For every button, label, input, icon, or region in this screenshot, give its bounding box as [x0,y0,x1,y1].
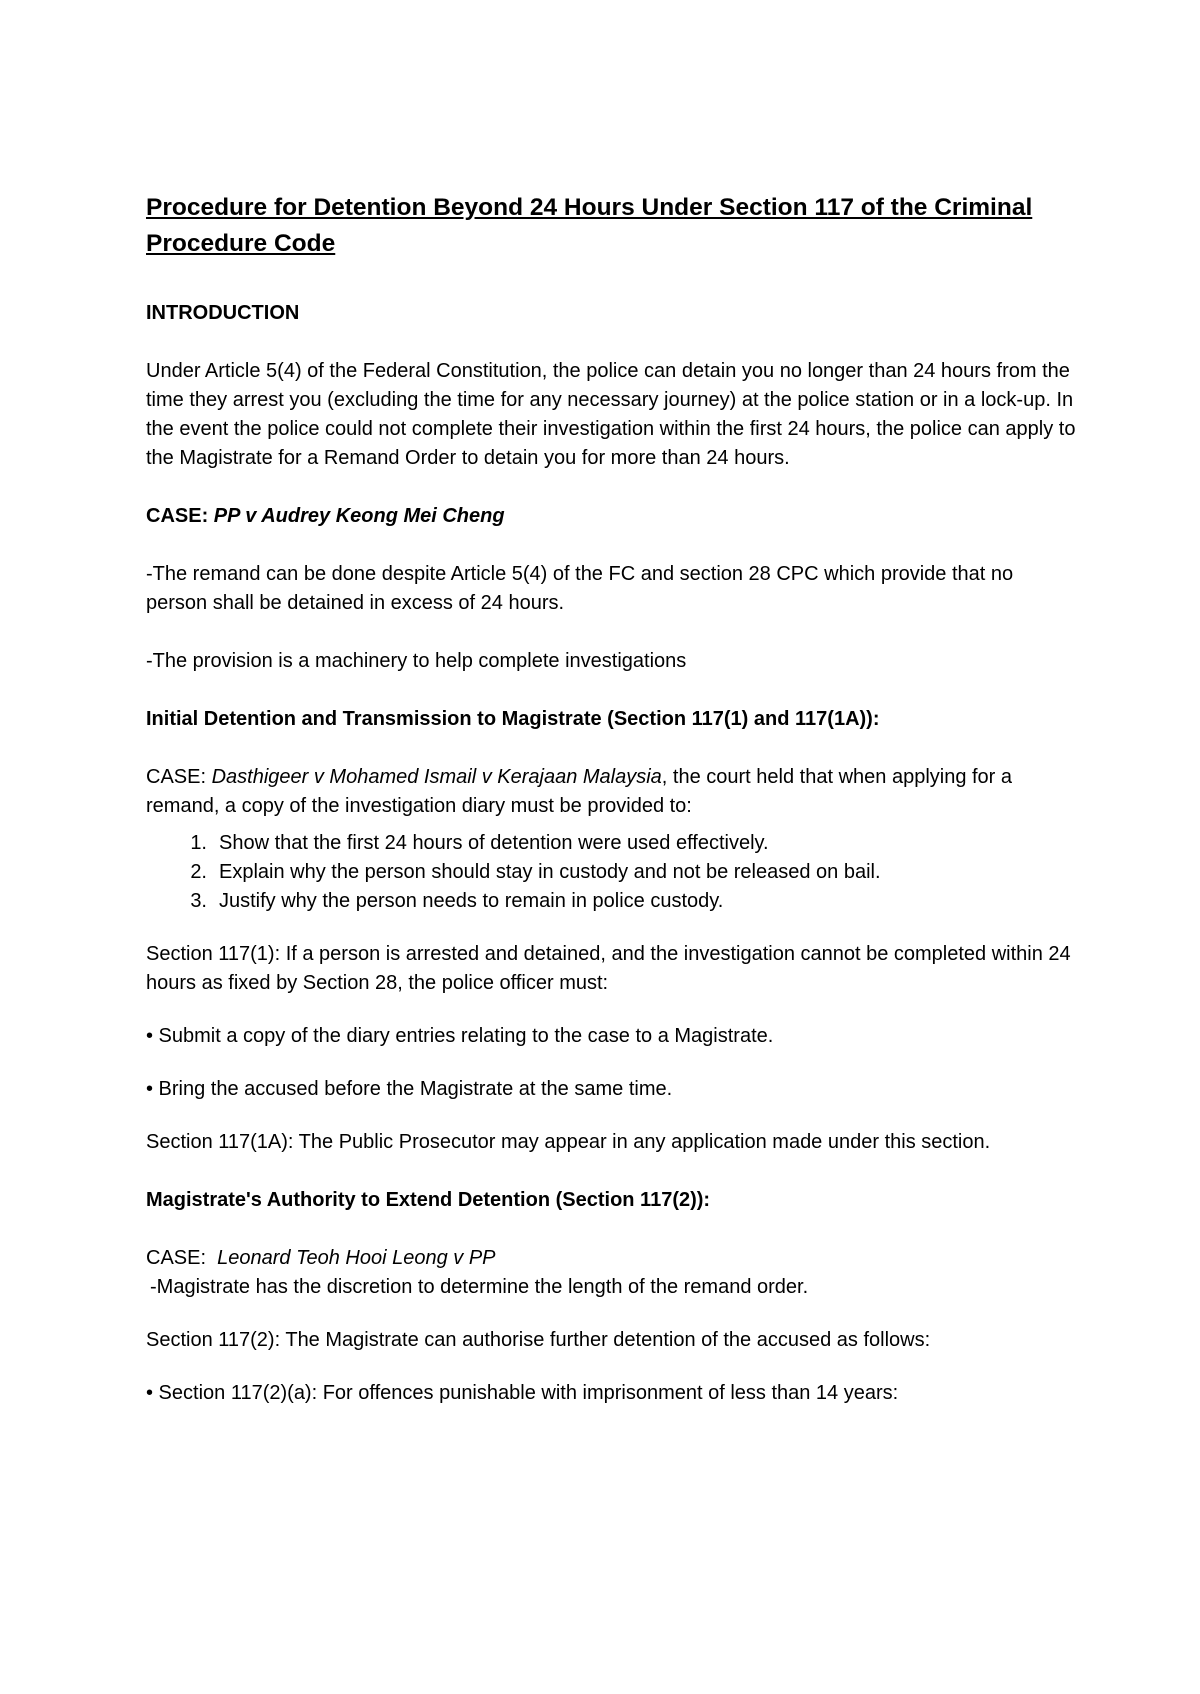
list-number: 3. [190,890,207,912]
case-name: Dasthigeer v Mohamed Ismail v Kerajaan Malaysia [211,766,662,788]
introduction-body: Under Article 5(4) of the Federal Constitution, the police can detain you no longer than 24 hours from the time they arrest you (excluding the time for any necessary journey) at the police station or in a lock-up. In the event the police could not complete their investigation within the first 24 hours, the police can apply to the Magistrate for a Remand Order to detain you for more than 24 hours. [146,360,1076,469]
bullet-bring-accused: • Bring the accused before the Magistrate at the same time. [146,1078,673,1100]
document-page [146,190,1076,1408]
list-text: Show that the first 24 hours of detention were used effectively. [219,832,769,854]
list-number: 1. [190,832,207,854]
case-label: CASE: [146,505,209,527]
section-117-1a-text: Section 117(1A): The Public Prosecutor may appear in any application made under this section. [146,1131,991,1153]
case-label: CASE: [146,1247,207,1269]
list-text: Justify why the person needs to remain in police custody. [219,890,724,912]
bullet-submit-diary: • Submit a copy of the diary entries relating to the case to a Magistrate. [146,1025,774,1047]
case-name: PP v Audrey Keong Mei Cheng [213,505,505,527]
introduction-heading: INTRODUCTION [146,302,300,324]
section-117-1-heading: Initial Detention and Transmission to Magistrate (Section 117(1) and 117(1A)): [146,708,880,730]
case-leonard-point: -Magistrate has the discretion to determine the length of the remand order. [150,1276,809,1298]
case-audrey-keong [146,502,1076,531]
diary-purpose-list [146,829,1076,916]
document-title: Procedure for Detention Beyond 24 Hours Under Section 117 of the Criminal Procedure Code [146,194,1033,257]
bullet-117-2-a: • Section 117(2)(a): For offences punishable with imprisonment of less than 14 years: [146,1382,899,1404]
section-117-1-text: Section 117(1): If a person is arrested and detained, and the investigation cannot be completed within 24 hours as fixed by Section 28, the police officer must: [146,943,1071,994]
list-item [146,858,1076,887]
list-item [146,887,1076,916]
list-text: Explain why the person should stay in custody and not be released on bail. [219,861,881,883]
section-117-2-text: Section 117(2): The Magistrate can authorise further detention of the accused as follows: [146,1329,931,1351]
case-dasthigeer [146,763,1076,821]
section-117-2-heading: Magistrate's Authority to Extend Detention (Section 117(2)): [146,1189,711,1211]
case-name: Leonard Teoh Hooi Leong v PP [217,1247,496,1269]
case-audrey-point-1: -The remand can be done despite Article 5(4) of the FC and section 28 CPC which provide that no person shall be detained in excess of 24 hours. [146,563,1014,614]
list-item [146,829,1076,858]
case-label: CASE: [146,766,207,788]
case-text: , the court held that when applying for a remand, a copy of the investigation diary must be provided to: [146,766,1013,817]
list-number: 2. [190,861,207,883]
case-leonard-teoh [146,1244,1076,1273]
case-audrey-point-2: -The provision is a machinery to help complete investigations [146,650,687,672]
